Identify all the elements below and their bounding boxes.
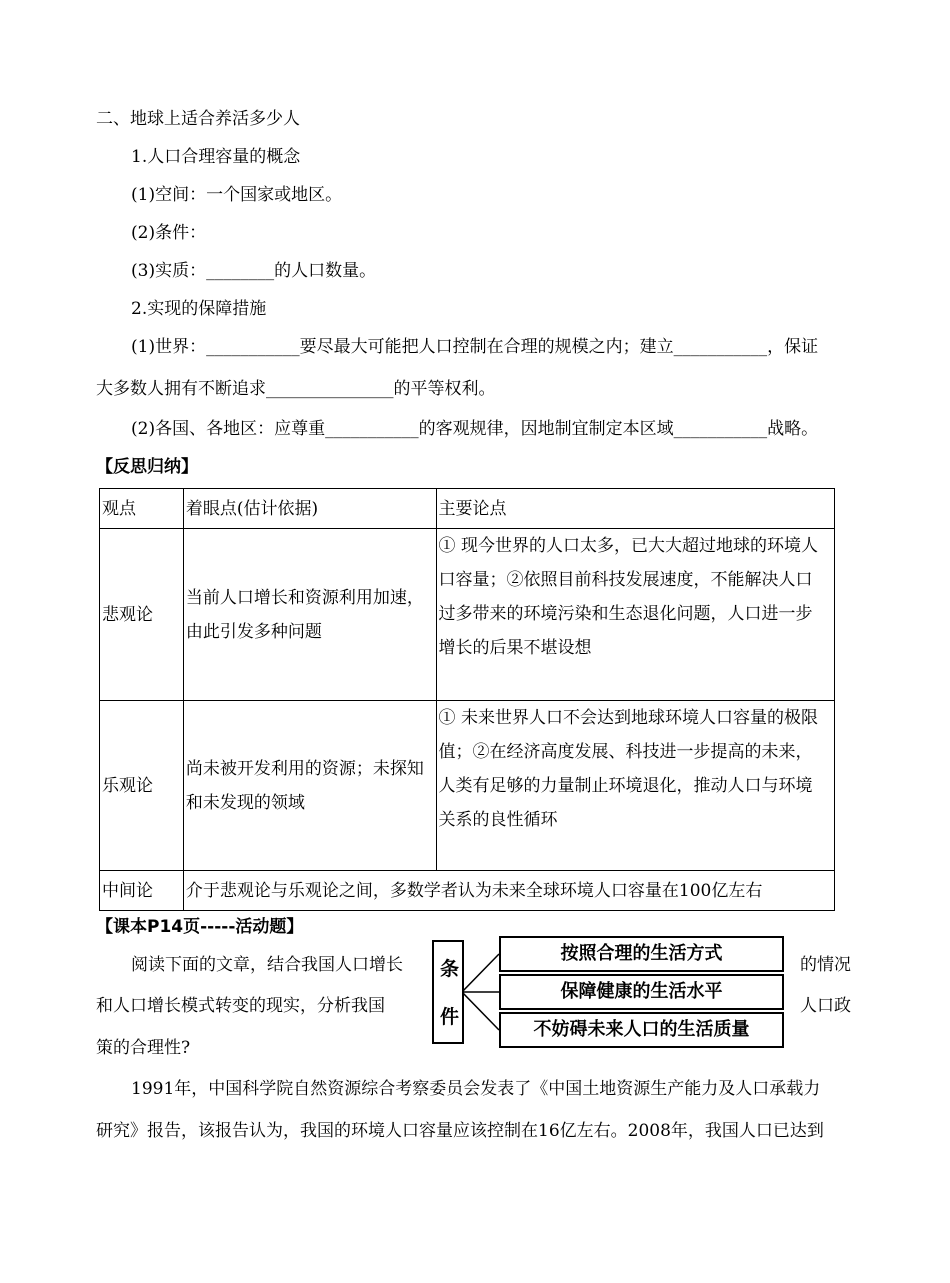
para1-line1-left: 阅读下面的文章，结合我国人口增长 — [131, 955, 403, 975]
points-optimist-line: ① 未来世界人口不会达到地球环境人口容量的极限 — [438, 708, 818, 728]
conditions-label-char: 件 — [440, 1006, 460, 1028]
para1-line2-right: 人口政 — [800, 996, 851, 1016]
points-optimist-line: 关系的良性循环 — [438, 810, 558, 830]
item-1-1: (1)空间：一个国家或地区。 — [131, 185, 343, 205]
table-row-optimist — [100, 701, 835, 871]
para1-line3: 策的合理性? — [96, 1038, 191, 1058]
points-optimist-line: 值；②在经济高度发展、科技进一步提高的未来， — [438, 742, 813, 762]
item-2-1-line2: 大多数人拥有不断追求_______________的平等权利。 — [96, 379, 496, 399]
basis-pessimist-line: 由此引发多种问题 — [185, 621, 322, 642]
conditions-label-char: 条 — [440, 958, 460, 980]
points-optimist — [436, 701, 834, 871]
reflection-heading: 【反思归纳】 — [96, 457, 198, 477]
section-title: 二、地球上适合养活多少人 — [96, 109, 300, 129]
condition-box: 按照合理的生活方式 — [499, 936, 784, 972]
table-row-middle — [100, 871, 835, 911]
view-pessimist: 悲观论 — [100, 529, 184, 701]
connector-lines — [462, 936, 502, 1048]
item-2: 2.实现的保障措施 — [131, 299, 267, 319]
basis-optimist — [183, 701, 436, 871]
points-pessimist-line: 增长的后果不堪设想 — [438, 638, 592, 658]
item-2-2: (2)各国、各地区：应尊重___________的客观规律，因地制宜制定本区域___________战略。 — [131, 419, 819, 439]
item-1-3: (3)实质：________的人口数量。 — [131, 261, 377, 281]
view-optimist: 乐观论 — [100, 701, 184, 871]
points-pessimist-line: 过多带来的环境污染和生态退化问题，人口进一步 — [438, 604, 813, 624]
header-points: 主要论点 — [436, 489, 834, 529]
header-basis: 着眼点(估计依据) — [183, 489, 436, 529]
points-pessimist-line: 口容量；②依照目前科技发展速度，不能解决人口 — [438, 570, 813, 590]
para2-line2: 研究》报告，该报告认为，我国的环境人口容量应该控制在16亿左右。2008年，我国人口已达到 — [96, 1121, 824, 1141]
para1-line1-right: 的情况 — [800, 955, 851, 975]
conditions-label-box — [432, 940, 464, 1044]
activity-heading: 【课本P14页-----活动题】 — [96, 917, 304, 937]
basis-pessimist-line: 当前人口增长和资源利用加速， — [185, 587, 424, 608]
item-1-2: (2)条件： — [131, 223, 207, 243]
middle-text: 介于悲观论与乐观论之间，多数学者认为未来全球环境人口容量在100亿左右 — [183, 871, 834, 911]
basis-pessimist — [183, 529, 436, 701]
points-pessimist-line: ① 现今世界的人口太多，已大大超过地球的环境人 — [438, 536, 818, 556]
condition-box: 保障健康的生活水平 — [499, 974, 784, 1010]
item-2-1-line1: (1)世界：___________要尽最大可能把人口控制在合理的规模之内；建立___________，保证 — [131, 337, 819, 357]
conditions-diagram — [432, 936, 784, 1048]
points-pessimist — [436, 529, 834, 701]
para2-line1: 1991年，中国科学院自然资源综合考察委员会发表了《中国土地资源生产能力及人口承载力 — [131, 1079, 821, 1099]
item-1: 1.人口合理容量的概念 — [131, 147, 301, 167]
table-header-row — [100, 489, 835, 529]
para1-line2-left: 和人口增长模式转变的现实，分析我国 — [96, 996, 385, 1016]
basis-optimist-line: 和未发现的领域 — [185, 792, 305, 813]
header-view: 观点 — [100, 489, 184, 529]
reflection-table — [99, 488, 835, 911]
view-middle: 中间论 — [100, 871, 184, 911]
table-row-pessimist — [100, 529, 835, 701]
condition-box: 不妨碍未来人口的生活质量 — [499, 1012, 784, 1048]
basis-optimist-line: 尚未被开发利用的资源；未探知 — [185, 758, 424, 779]
points-optimist-line: 人类有足够的力量制止环境退化，推动人口与环境 — [438, 776, 813, 796]
